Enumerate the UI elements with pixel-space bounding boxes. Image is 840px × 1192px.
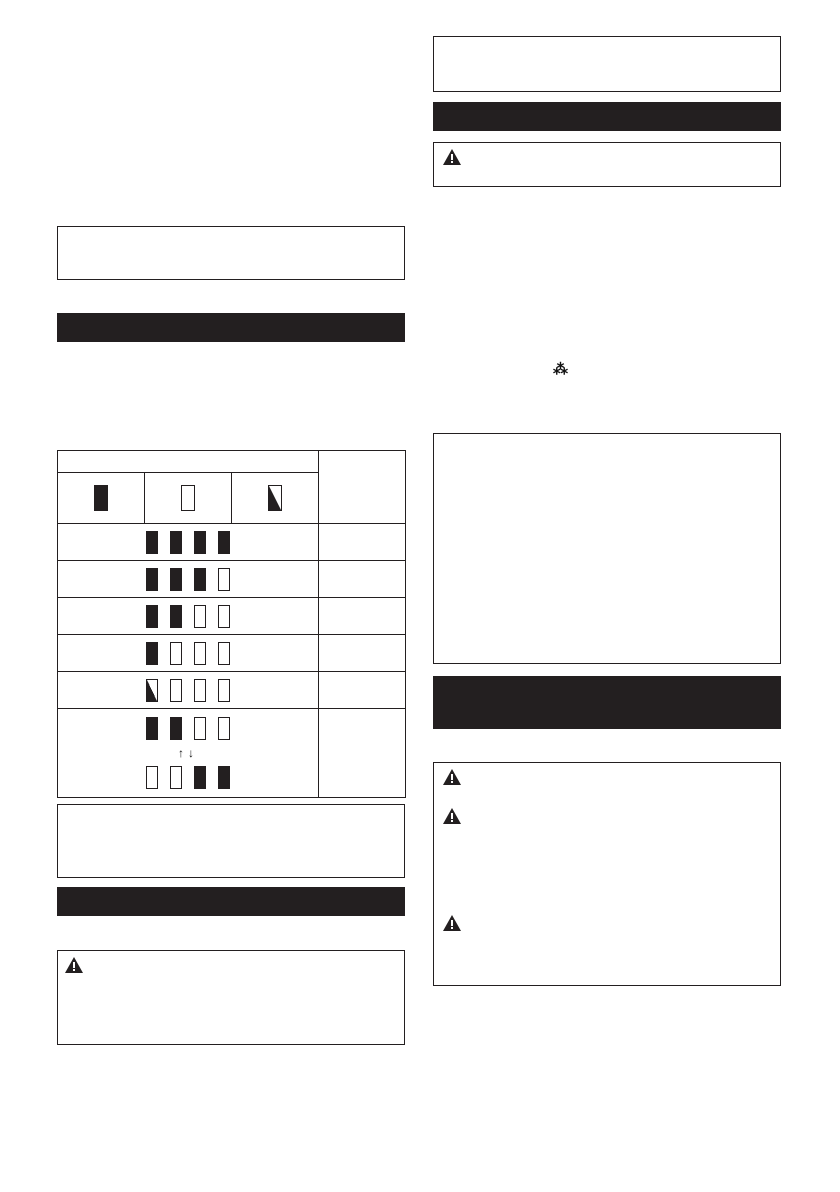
lamp-off-icon: [170, 679, 182, 702]
capacity-cell: [319, 709, 406, 798]
note-box-right-2: [433, 433, 781, 664]
lamp-off-icon: [218, 605, 230, 628]
lamp-on-icon: [194, 531, 206, 554]
lamp-off-icon: [218, 568, 230, 591]
lamp-on-icon: [146, 717, 158, 740]
table-row: [58, 709, 406, 798]
table-row: [58, 672, 406, 709]
capacity-cell: [319, 635, 406, 672]
warning-icon: [443, 149, 461, 165]
lamp-on-icon: [194, 766, 206, 789]
note-box-bottom-left: [57, 804, 405, 878]
capacity-cell: [319, 598, 406, 635]
lamp-off-icon: [146, 766, 158, 789]
lamp-off-icon: [194, 642, 206, 665]
lamp-blinking-icon: [146, 679, 158, 702]
remaining-capacity-header: [319, 451, 406, 524]
capacity-cell: [319, 561, 406, 598]
lamp-off-icon: [170, 642, 182, 665]
table-row: [58, 561, 406, 598]
lamp-off-icon: [218, 717, 230, 740]
lamp-on-icon: [170, 568, 182, 591]
lamp-off-icon: [218, 642, 230, 665]
indicator-lamps-header: [58, 451, 319, 473]
lamp-on-icon: [146, 531, 158, 554]
lamp-on-icon: [146, 605, 158, 628]
section-header-bar-right-1: [433, 102, 781, 131]
section-header-bar-right-2: [433, 676, 781, 729]
capacity-cell: [319, 672, 406, 709]
note-box-top-left: [57, 226, 405, 280]
battery-indicator-table: [57, 450, 406, 798]
lamp-on-icon: [170, 605, 182, 628]
legend-lit: [58, 473, 145, 524]
lamp-on-icon: [146, 642, 158, 665]
warning-icon: [443, 915, 461, 931]
lamp-off-icon: [194, 679, 206, 702]
lamp-off-icon: [218, 679, 230, 702]
warning-icon: [443, 769, 461, 785]
lamp-on-icon: [218, 531, 230, 554]
caution-box-right-2: [433, 762, 781, 986]
lamp-off-icon: [194, 605, 206, 628]
table-row: [58, 598, 406, 635]
lamp-on-icon: [218, 766, 230, 789]
alternating-arrows: ↑↓: [178, 746, 198, 760]
lamp-on-icon: [170, 717, 182, 740]
warning-icon: [65, 957, 83, 973]
lamp-off-icon: [170, 766, 182, 789]
lamp-off-icon: [181, 485, 195, 511]
caution-box-right-1: [433, 142, 781, 187]
lamp-blinking-icon: [268, 485, 282, 511]
lamp-on-icon: [146, 568, 158, 591]
rotation-mode-icon: ⁂: [553, 361, 568, 378]
lamp-on-icon: [94, 485, 108, 511]
section-header-bar-left-2: [57, 887, 405, 916]
table-row: [58, 524, 406, 561]
note-box-top-right: [433, 36, 781, 92]
table-row: [58, 635, 406, 672]
section-header-bar-left-1: [57, 313, 405, 342]
legend-off: [145, 473, 232, 524]
lamp-off-icon: [194, 717, 206, 740]
lamp-on-icon: [170, 531, 182, 554]
warning-icon: [443, 808, 461, 824]
legend-blinking: [232, 473, 319, 524]
lamp-on-icon: [194, 568, 206, 591]
caution-box-left: [57, 950, 405, 1045]
capacity-cell: [319, 524, 406, 561]
